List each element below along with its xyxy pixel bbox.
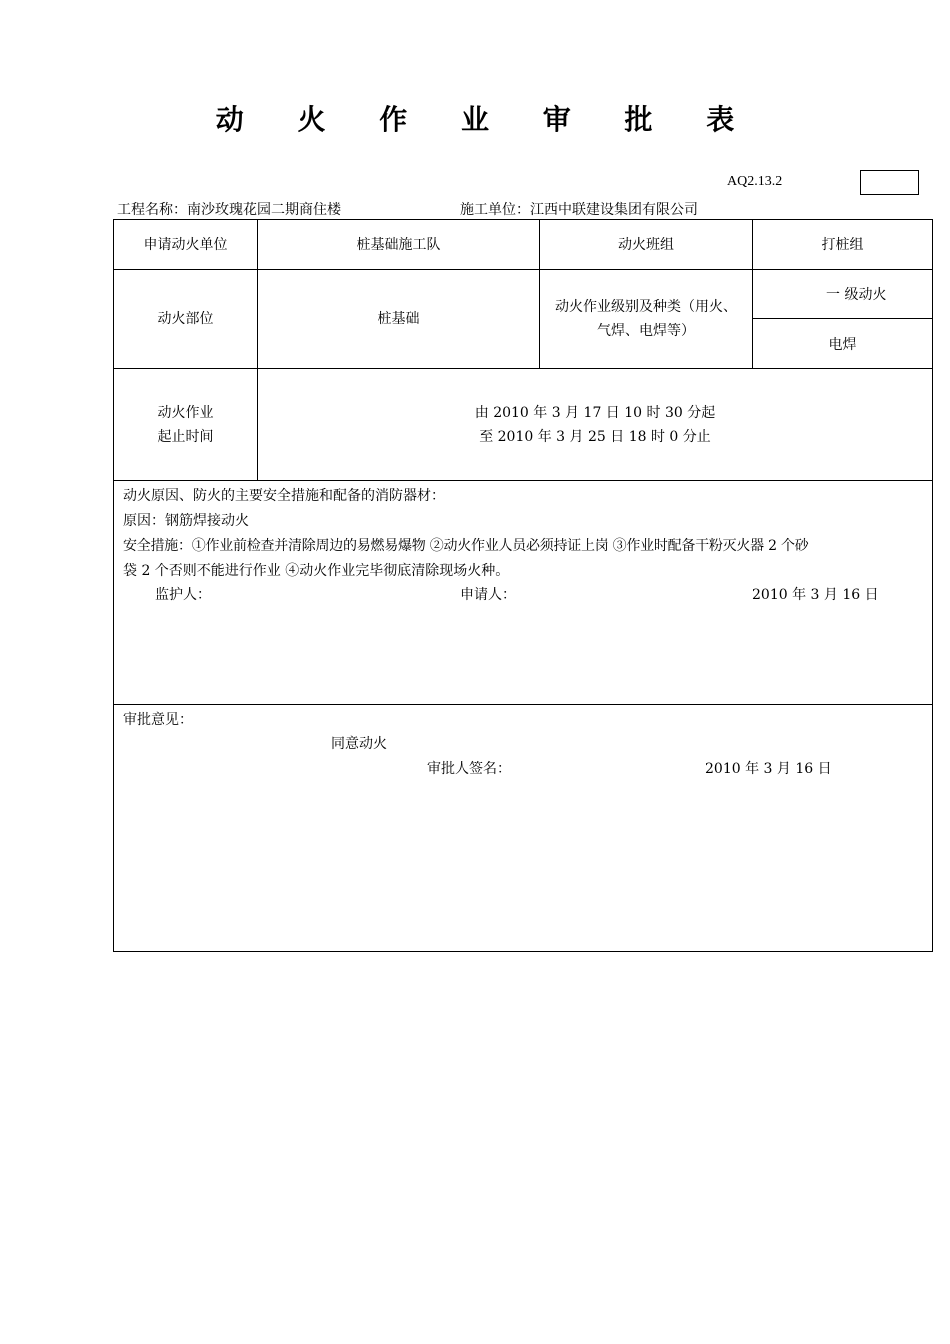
time-label-line1: 动火作业 <box>157 404 214 421</box>
guardian-label: 监护人： <box>155 587 211 603</box>
fire-level-value: 一 级动火 <box>826 287 887 303</box>
applicant-label: 申请人： <box>460 587 516 603</box>
team-label: 动火班组 <box>618 236 674 253</box>
application-date: 2010 年 3 月 16 日 <box>752 587 879 603</box>
level-type-label-line2: 气焊、电焊等） <box>597 323 695 339</box>
safety-measures-line1: 安全措施：①作业前检查并清除周边的易燃易爆物 ②动火作业人员必须持证上岗 ③作业时配备干粉灭火器 2 个砂 <box>123 538 809 554</box>
approval-opinion: 同意动火 <box>331 736 387 752</box>
form-title: 动 火 作 业 审 批 表 <box>215 103 757 136</box>
time-label <box>114 369 257 480</box>
location-value: 桩基础 <box>377 311 420 327</box>
approval-date: 2010 年 3 月 16 日 <box>705 761 832 777</box>
time-to: 至 2010 年 3 月 25 日 18 时 0 分止 <box>479 428 711 445</box>
time-range <box>258 369 932 480</box>
level-type-label-line1: 动火作业级别及种类（用火、 <box>555 299 737 315</box>
safety-measures-line2: 袋 2 个否则不能进行作业 ④动火作业完毕彻底清除现场火种。 <box>123 563 510 579</box>
approver-signature-label: 审批人签名： <box>427 761 511 777</box>
fire-type-value: 电焊 <box>828 336 857 353</box>
time-from: 由 2010 年 3 月 17 日 10 时 30 分起 <box>474 404 716 421</box>
applicant-unit-value: 桩基础施工队 <box>356 236 441 253</box>
time-label-line2: 起止时间 <box>157 428 214 445</box>
applicant-unit-label: 申请动火单位 <box>143 236 228 253</box>
form-number-box <box>860 170 919 195</box>
measures-heading: 动火原因、防火的主要安全措施和配备的消防器材： <box>123 488 445 504</box>
fire-reason: 原因：钢筋焊接动火 <box>123 513 249 529</box>
level-type-label <box>540 270 752 368</box>
project-name: 工程名称：南沙玫瑰花园二期商住楼 <box>117 202 341 218</box>
approval-heading: 审批意见： <box>123 712 193 728</box>
construction-unit: 施工单位：江西中联建设集团有限公司 <box>460 202 698 218</box>
form-code: AQ2.13.2 <box>727 174 783 189</box>
location-label: 动火部位 <box>157 311 214 327</box>
team-value: 打桩组 <box>821 236 864 253</box>
